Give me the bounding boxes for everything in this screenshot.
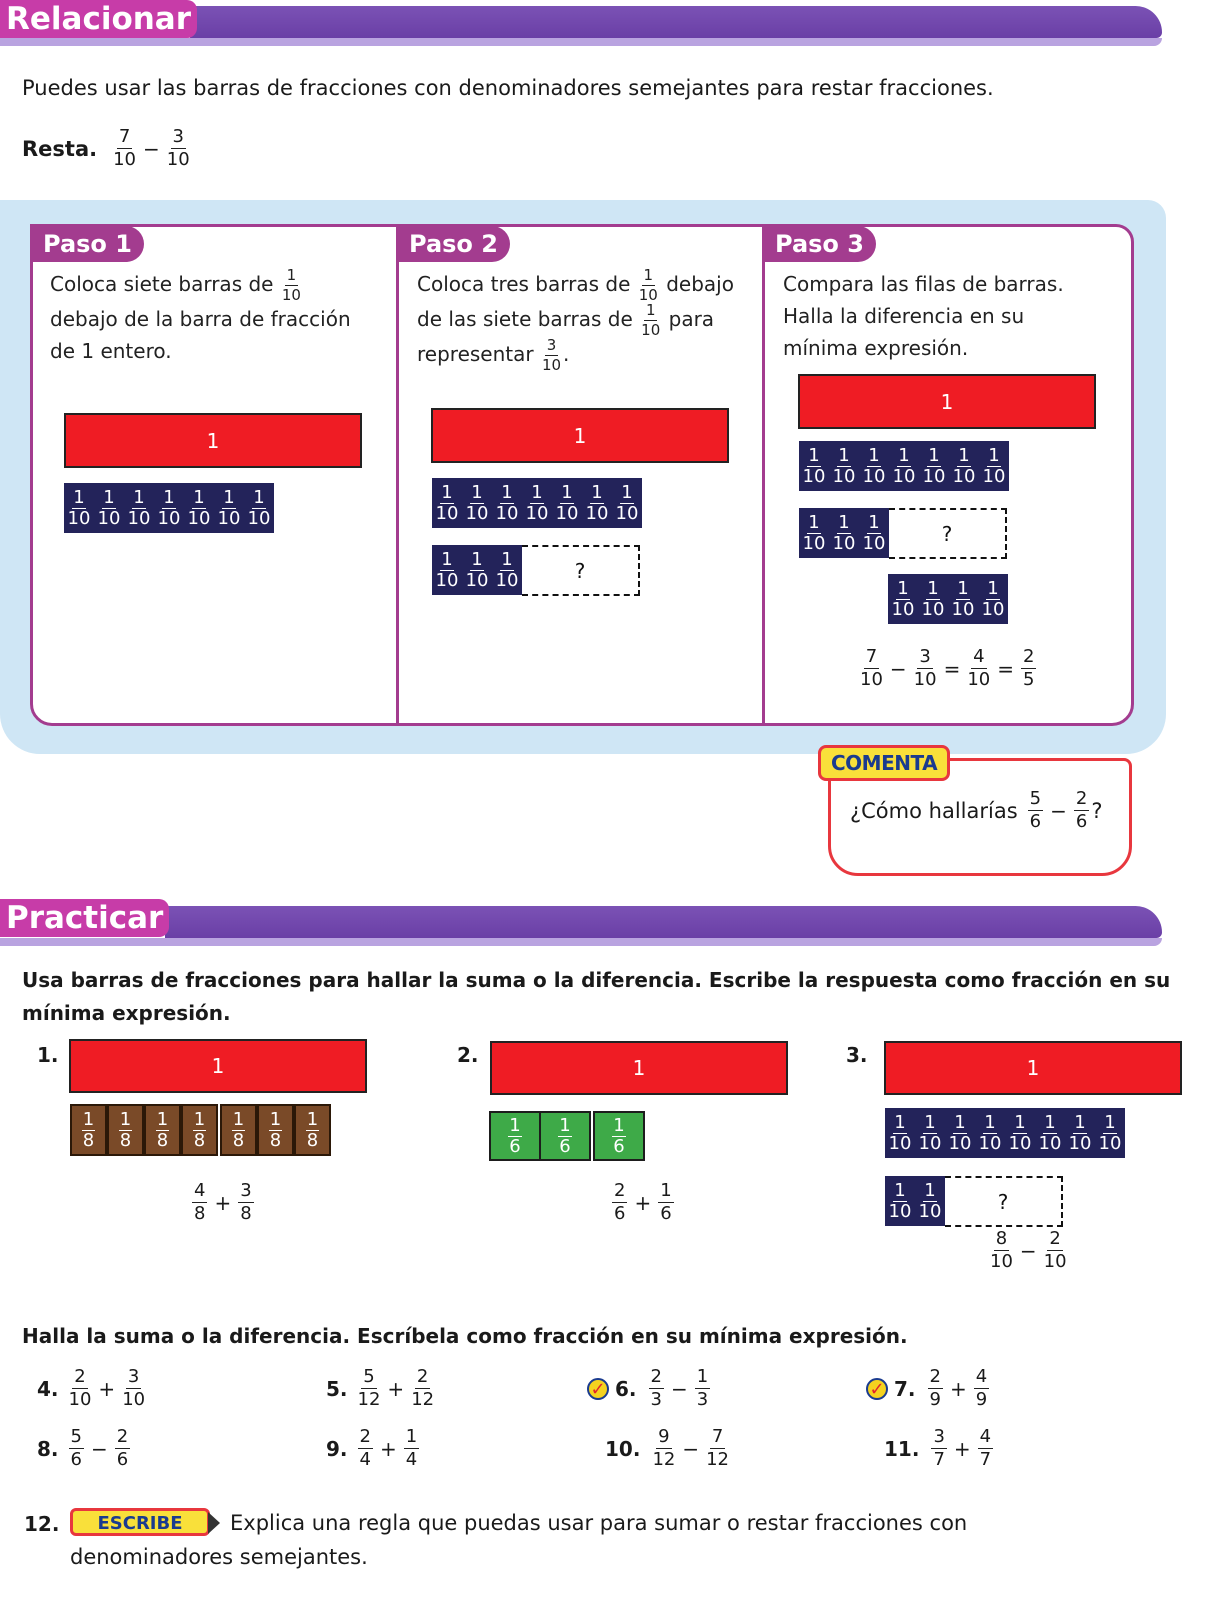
exercise-fraction: $\frac{2}{3}$ (650, 1366, 662, 1410)
exercise-fraction: $\frac{3}{8}$ (240, 1180, 252, 1224)
exercise-item: ✓ 6. $\frac{2}{3}$ − $\frac{1}{3}$ (587, 1368, 712, 1409)
resta-line (22, 128, 192, 169)
tenth-bar: 1 10 (829, 508, 859, 558)
exercise-fraction: $\frac{9}{12}$ (652, 1426, 676, 1470)
paso1-text: Coloca siete barras de $\frac{1}{10}$ debajo de la barra de fracción de 1 entero. (50, 266, 351, 363)
tenth-bar: 1 10 (829, 441, 859, 491)
paso2-text: Coloca tres barras de $\frac{1}{10}$ debajo de las siete barras de $\frac{1}{10}$ para representar $\frac{3}{10}$ . (417, 266, 734, 374)
fraction-one-tenth: $\frac{1}{10}$ (281, 266, 301, 304)
operator: + (379, 1436, 397, 1461)
tenth-bar: 1 10 (859, 441, 889, 491)
unknown-difference-box: ? (889, 508, 1007, 559)
checkmark-icon: ✓ (866, 1378, 888, 1400)
practicar-title: Practicar (0, 899, 169, 937)
eighth-bar: 1 8 (257, 1104, 294, 1156)
comenta-tag: COMENTA (818, 745, 950, 781)
comenta-fraction: $\frac{2}{6}$ (1075, 788, 1088, 832)
whole-bar: 1 (490, 1041, 788, 1095)
tenth-bar: 1 10 (978, 574, 1008, 624)
paso3-tab: Paso 3 (765, 226, 876, 262)
operator: − (90, 1436, 108, 1461)
exercise-fraction: $\frac{4}{8}$ (194, 1180, 206, 1224)
tenth-bar: 1 10 (799, 441, 829, 491)
minus-sign: − (1050, 798, 1067, 823)
exercise-expression (988, 1230, 1069, 1271)
tenth-bar: 1 10 (799, 508, 829, 558)
exercise-fraction: $\frac{2}{10}$ (68, 1366, 92, 1410)
tenth-bar: 1 10 (885, 1176, 915, 1226)
tenth-bar: 1 10 (889, 441, 919, 491)
eighth-bar: 1 8 (70, 1104, 107, 1156)
tenths-row-three (799, 508, 889, 558)
operator: − (670, 1376, 688, 1401)
exercise-fraction: $\frac{7}{12}$ (706, 1426, 730, 1470)
equation-fraction: $\frac{2}{5}$ (1023, 646, 1035, 690)
operator: + (949, 1376, 967, 1401)
exercise-fraction: $\frac{4}{9}$ (975, 1366, 988, 1410)
relacionar-intro: Puedes usar las barras de fracciones con denominadores semejantes para restar fracciones. (22, 76, 994, 100)
resta-fraction-b: $\frac{3}{10}$ (166, 126, 190, 170)
tenth-bar: 1 10 (214, 483, 244, 533)
exercise-fraction: $\frac{2}{6}$ (116, 1426, 129, 1470)
tenths-row-seven (432, 478, 642, 528)
fraction-one-tenth: $\frac{1}{10}$ (638, 266, 658, 304)
exercise-item: ✓ 7. $\frac{2}{9}$ + $\frac{4}{9}$ (866, 1368, 991, 1409)
paso2-tab: Paso 2 (399, 226, 510, 262)
exercise-12-prompt: Explica una regla que puedas usar para sumar o restar fracciones con denominadores semejantes. (70, 1511, 968, 1569)
unknown-difference-box: ? (945, 1176, 1063, 1227)
paso3-text: Compara las filas de barras. Halla la diferencia en su mínima expresión. (783, 272, 1064, 360)
tenth-bar: 1 10 (124, 483, 154, 533)
tenth-bar: 1 10 (885, 1108, 915, 1158)
sixth-bar: 1 6 (593, 1111, 645, 1161)
equation-fraction: $\frac{7}{10}$ (860, 646, 883, 690)
tenth-bar: 1 10 (244, 483, 274, 533)
exercise-fraction: $\frac{3}{10}$ (122, 1366, 146, 1410)
tenth-bar: 1 10 (462, 545, 492, 595)
exercise-fraction: $\frac{8}{10}$ (990, 1228, 1013, 1272)
step-divider (762, 224, 765, 723)
tenth-bar: 1 10 (552, 478, 582, 528)
operator: − (682, 1436, 700, 1461)
step3-equation (858, 648, 1038, 689)
tenths-row-seven (799, 441, 1009, 491)
relacionar-banner-bar (190, 6, 1162, 38)
exercise-item: 4. $\frac{2}{10}$ + $\frac{3}{10}$ (37, 1366, 146, 1410)
tenth-bar: 1 10 (1095, 1108, 1125, 1158)
tenth-bar: 1 10 (919, 441, 949, 491)
exercise-item: 5. $\frac{5}{12}$ + $\frac{2}{12}$ (326, 1366, 435, 1410)
exercise-item: 8. $\frac{5}{6}$ − $\frac{2}{6}$ (37, 1426, 129, 1470)
exercise-fraction: $\frac{1}{4}$ (405, 1426, 418, 1470)
tenth-bar: 1 10 (432, 545, 462, 595)
tenth-bar: 1 10 (1005, 1108, 1035, 1158)
tenths-row-seven (64, 483, 274, 533)
exercise-number: 1. (37, 1043, 59, 1067)
tenth-bar: 1 10 (492, 545, 522, 595)
tenth-bar: 1 10 (462, 478, 492, 528)
exercise-fraction: $\frac{2}{10}$ (1043, 1228, 1067, 1272)
comenta-question: ¿Cómo hallarías $\frac{5}{6}$ − $\frac{2}{6}$ ? (850, 788, 1103, 832)
eighth-bar: 1 8 (294, 1104, 331, 1156)
exercise-number: 12. (24, 1512, 60, 1536)
practicar-instruction-2: Halla la suma o la diferencia. Escríbela como fracción en su mínima expresión. (22, 1324, 908, 1348)
tenths-row-eight (885, 1108, 1125, 1158)
sixth-bar: 1 6 (539, 1111, 591, 1161)
tenth-bar: 1 10 (432, 478, 462, 528)
fraction-three-tenths: $\frac{3}{10}$ (541, 336, 562, 374)
resta-fraction-a: $\frac{7}{10}$ (113, 126, 137, 170)
whole-bar: 1 (884, 1041, 1182, 1095)
minus-sign: − (143, 136, 160, 161)
whole-bar: 1 (798, 374, 1096, 429)
escribe-pencil-tag: ESCRIBE (70, 1508, 210, 1536)
eighth-bar: 1 8 (107, 1104, 144, 1156)
eighths-row (70, 1104, 331, 1156)
eighth-bar: 1 8 (181, 1104, 218, 1156)
exercise-expression (190, 1182, 256, 1223)
exercise-fraction: $\frac{3}{7}$ (933, 1426, 945, 1470)
sixths-row (489, 1111, 645, 1161)
exercise-fraction: $\frac{1}{6}$ (660, 1180, 672, 1224)
exercise-number: 3. (846, 1043, 868, 1067)
equation-fraction: $\frac{4}{10}$ (967, 646, 991, 690)
exercise-item: 9. $\frac{2}{4}$ + $\frac{1}{4}$ (326, 1426, 418, 1470)
exercise-fraction: $\frac{5}{6}$ (70, 1426, 82, 1470)
practicar-banner-bar (165, 906, 1162, 938)
sixth-bar: 1 6 (489, 1111, 541, 1161)
tenths-row-four (888, 574, 1008, 624)
resta-label: Resta. (22, 136, 98, 161)
tenth-bar: 1 10 (888, 574, 918, 624)
equation-fraction: $\frac{3}{10}$ (913, 646, 937, 690)
operator: + (634, 1190, 652, 1215)
exercise-fraction: $\frac{1}{3}$ (696, 1366, 709, 1410)
exercise-number: 2. (457, 1043, 479, 1067)
comenta-fraction: $\frac{5}{6}$ (1029, 788, 1042, 832)
tenth-bar: 1 10 (918, 574, 948, 624)
relacionar-title: Relacionar (0, 0, 197, 38)
tenth-bar: 1 10 (948, 574, 978, 624)
tenth-bar: 1 10 (582, 478, 612, 528)
tenth-bar: 1 10 (522, 478, 552, 528)
relacionar-banner-underline (0, 38, 1162, 46)
exercise-fraction: $\frac{4}{7}$ (979, 1426, 992, 1470)
exercise-fraction: $\frac{2}{12}$ (411, 1366, 435, 1410)
step-divider (396, 224, 399, 723)
tenth-bar: 1 10 (154, 483, 184, 533)
tenth-bar: 1 10 (1065, 1108, 1095, 1158)
whole-bar: 1 (64, 413, 362, 468)
equals-sign: = (943, 656, 961, 681)
whole-bar: 1 (69, 1039, 367, 1093)
operator: + (387, 1376, 405, 1401)
exercise-item: 10. $\frac{9}{12}$ − $\frac{7}{12}$ (605, 1426, 730, 1470)
whole-bar: 1 (431, 408, 729, 463)
operator: + (214, 1190, 232, 1215)
tenth-bar: 1 10 (915, 1176, 945, 1226)
practicar-instruction: Usa barras de fracciones para hallar la suma o la diferencia. Escribe la respuesta como fracción en su mínima expresión. (22, 968, 1171, 1025)
exercise-item: 11. $\frac{3}{7}$ + $\frac{4}{7}$ (884, 1426, 992, 1470)
tenth-bar: 1 10 (945, 1108, 975, 1158)
equals-sign: = (997, 656, 1015, 681)
tenth-bar: 1 10 (64, 483, 94, 533)
unknown-difference-box: ? (522, 545, 640, 596)
operator: − (1019, 1238, 1037, 1263)
tenth-bar: 1 10 (915, 1108, 945, 1158)
tenth-bar: 1 10 (859, 508, 889, 558)
operator: + (953, 1436, 971, 1461)
eighth-bar: 1 8 (220, 1104, 257, 1156)
eighth-bar: 1 8 (144, 1104, 181, 1156)
tenth-bar: 1 10 (612, 478, 642, 528)
exercise-fraction: $\frac{5}{12}$ (357, 1366, 381, 1410)
tenth-bar: 1 10 (975, 1108, 1005, 1158)
tenth-bar: 1 10 (184, 483, 214, 533)
exercise-fraction: $\frac{2}{6}$ (614, 1180, 626, 1224)
exercise-fraction: $\frac{2}{4}$ (359, 1426, 371, 1470)
exercise-fraction: $\frac{2}{9}$ (929, 1366, 941, 1410)
paso1-tab: Paso 1 (33, 226, 144, 262)
tenth-bar: 1 10 (94, 483, 124, 533)
tenth-bar: 1 10 (492, 478, 522, 528)
checkmark-icon: ✓ (587, 1378, 609, 1400)
tenths-row-three (432, 545, 522, 595)
exercise-expression (610, 1182, 676, 1223)
fraction-one-tenth: $\frac{1}{10}$ (641, 301, 661, 339)
tenth-bar: 1 10 (1035, 1108, 1065, 1158)
minus-sign: − (889, 656, 907, 681)
operator: + (98, 1376, 116, 1401)
tenth-bar: 1 10 (949, 441, 979, 491)
tenths-row-two (885, 1176, 945, 1226)
tenth-bar: 1 10 (979, 441, 1009, 491)
practicar-banner-underline (0, 938, 1162, 946)
